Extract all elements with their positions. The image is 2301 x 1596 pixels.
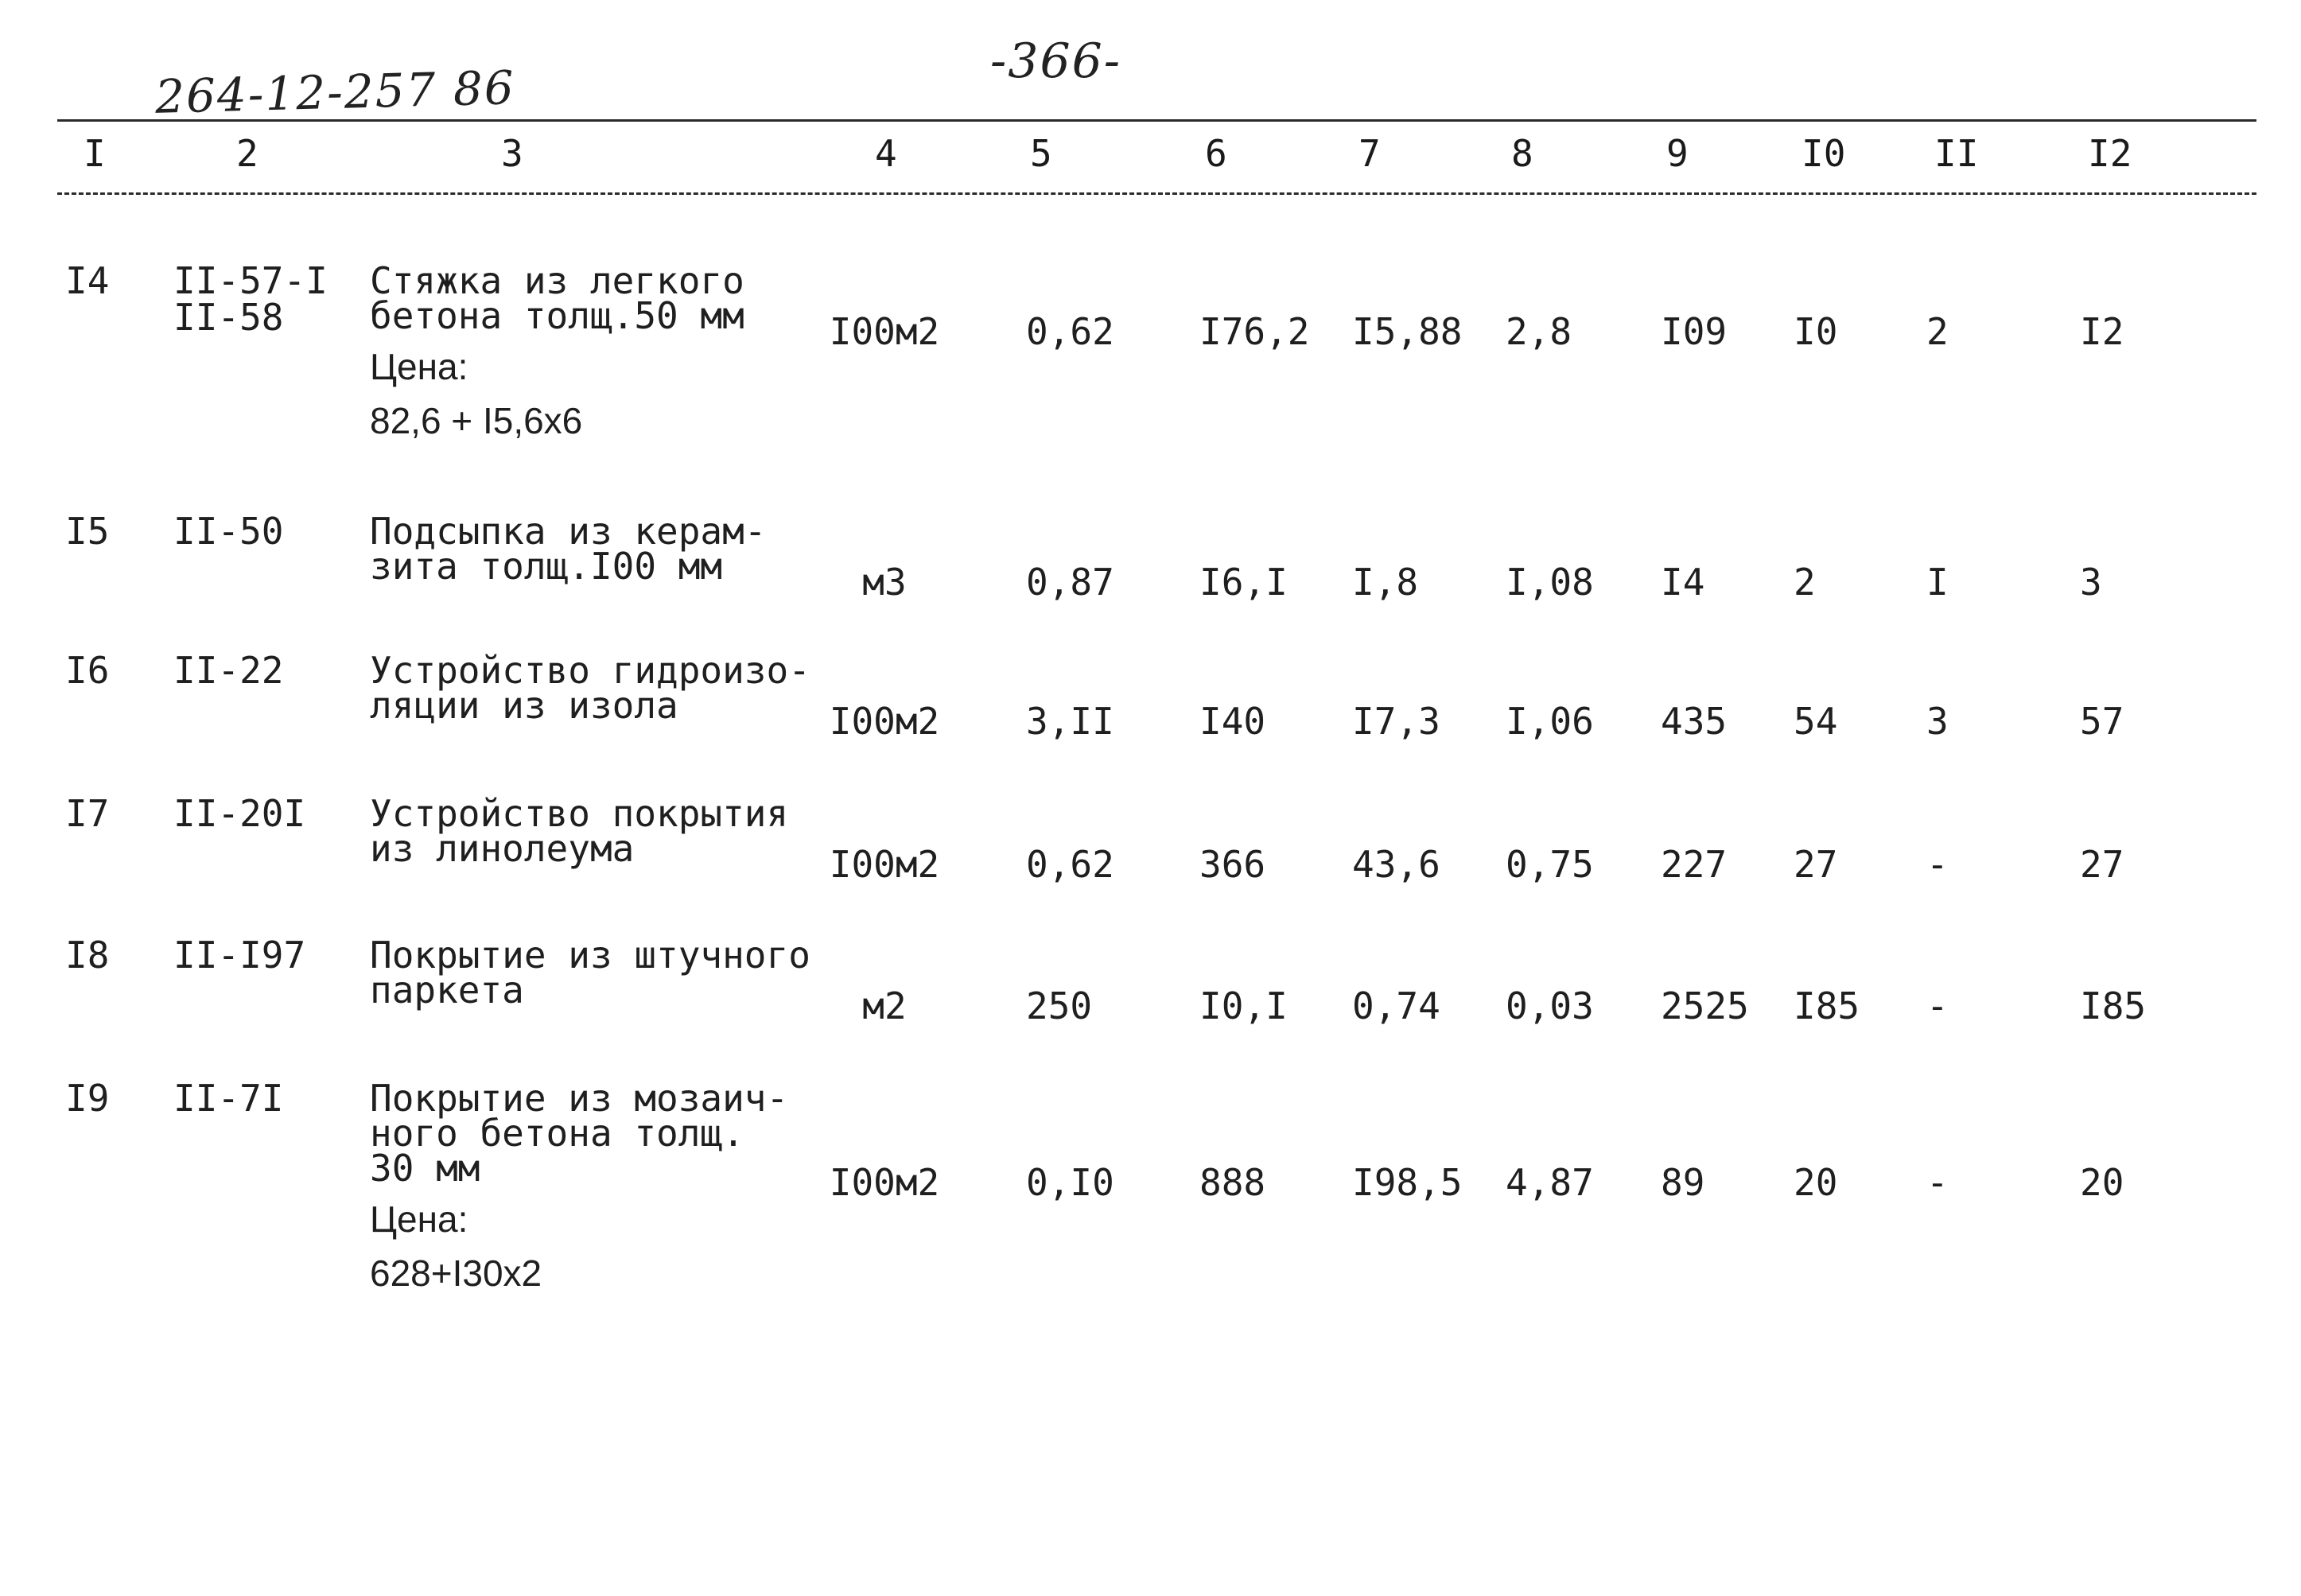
row-value-c6: I40 [1199, 700, 1266, 743]
row-code: II-20I [173, 792, 306, 835]
row-number: I9 [65, 1077, 110, 1120]
row-value-c8: I,06 [1506, 700, 1594, 743]
price-value: 82,6 + I5,6х6 [370, 400, 583, 441]
header-col-4: 4 [875, 132, 897, 175]
row-value-c10: 54 [1794, 700, 1838, 743]
header-col-10: I0 [1802, 132, 1846, 175]
row-number: I7 [65, 792, 110, 835]
row-number: I5 [65, 510, 110, 553]
header-col-1: I [84, 132, 106, 175]
row-value-c7: I98,5 [1352, 1161, 1463, 1204]
row-code: II-58 [173, 296, 284, 339]
row-value-c6: I6,I [1199, 561, 1288, 604]
header-col-7: 7 [1358, 132, 1381, 175]
price-value: 628+I30х2 [370, 1252, 542, 1294]
row-description-line: ного бетона толщ. [370, 1112, 744, 1155]
header-col-11: II [1934, 132, 1979, 175]
header-col-8: 8 [1511, 132, 1533, 175]
row-unit: м2 [862, 984, 907, 1027]
page-number: -366- [990, 33, 1122, 89]
document-code: 264-12-257 86 [154, 60, 516, 124]
row-value-c11: 2 [1926, 310, 1949, 353]
row-value-c12: 57 [2080, 700, 2124, 743]
row-description-line: ляции из изола [370, 684, 678, 727]
row-value-c8: 4,87 [1506, 1161, 1594, 1204]
row-description-line: паркета [370, 969, 524, 1012]
row-description-line: бетона толщ.50 мм [370, 294, 744, 337]
row-code: II-50 [173, 510, 284, 553]
row-description-line: Покрытие из мозаич- [370, 1077, 789, 1120]
row-value-c11: - [1926, 984, 1949, 1027]
row-value-c9: 89 [1661, 1161, 1705, 1204]
row-value-c5: 0,62 [1026, 310, 1114, 353]
row-code: II-57-I [173, 259, 328, 302]
row-value-c7: I7,3 [1352, 700, 1440, 743]
row-value-c12: 3 [2080, 561, 2102, 604]
row-unit: I00м2 [829, 700, 940, 743]
row-unit: I00м2 [829, 843, 940, 886]
row-value-c8: 0,03 [1506, 984, 1594, 1027]
row-value-c12: 27 [2080, 843, 2124, 886]
row-number: I8 [65, 934, 110, 977]
row-value-c8: 2,8 [1506, 310, 1572, 353]
row-description-line: Подсыпка из керам- [370, 510, 767, 553]
price-label: Цена: [370, 346, 468, 387]
row-value-c10: 2 [1794, 561, 1816, 604]
price-label: Цена: [370, 1198, 468, 1240]
row-value-c12: I2 [2080, 310, 2124, 353]
row-value-c10: 20 [1794, 1161, 1838, 1204]
row-value-c12: 20 [2080, 1161, 2124, 1204]
row-value-c11: - [1926, 843, 1949, 886]
row-number: I6 [65, 649, 110, 692]
row-value-c9: 227 [1661, 843, 1728, 886]
row-description-line: Устройство покрытия [370, 792, 789, 835]
row-value-c5: 3,II [1026, 700, 1114, 743]
header-col-12: I2 [2088, 132, 2132, 175]
row-description-line: Покрытие из штучного [370, 934, 810, 977]
header-col-6: 6 [1205, 132, 1227, 175]
row-description-line: Стяжка из легкого [370, 259, 744, 302]
row-value-c5: 0,62 [1026, 843, 1114, 886]
row-value-c9: 435 [1661, 700, 1728, 743]
row-value-c6: 366 [1199, 843, 1266, 886]
row-value-c12: I85 [2080, 984, 2147, 1027]
row-value-c11: 3 [1926, 700, 1949, 743]
row-value-c8: I,08 [1506, 561, 1594, 604]
row-value-c10: 27 [1794, 843, 1838, 886]
row-unit: м3 [862, 561, 907, 604]
header-col-5: 5 [1030, 132, 1052, 175]
row-value-c7: 0,74 [1352, 984, 1440, 1027]
row-value-c9: I09 [1661, 310, 1728, 353]
row-code: II-I97 [173, 934, 306, 977]
row-value-c5: 0,I0 [1026, 1161, 1114, 1204]
header-bottom-rule [57, 192, 2256, 195]
row-value-c6: I0,I [1199, 984, 1288, 1027]
row-value-c11: - [1926, 1161, 1949, 1204]
row-description-line: Устройство гидроизо- [370, 649, 810, 692]
row-value-c6: 888 [1199, 1161, 1266, 1204]
row-value-c11: I [1926, 561, 1949, 604]
row-description-line: зита толщ.I00 мм [370, 545, 723, 588]
row-unit: I00м2 [829, 310, 940, 353]
row-code: II-7I [173, 1077, 284, 1120]
header-col-3: 3 [501, 132, 523, 175]
row-description-line: 30 мм [370, 1147, 480, 1190]
row-value-c7: I5,88 [1352, 310, 1463, 353]
row-value-c7: 43,6 [1352, 843, 1440, 886]
row-value-c7: I,8 [1352, 561, 1419, 604]
table-top-rule [57, 119, 2256, 122]
row-value-c10: I0 [1794, 310, 1838, 353]
row-value-c5: 250 [1026, 984, 1093, 1027]
row-description-line: из линолеума [370, 827, 635, 870]
row-value-c9: I4 [1661, 561, 1705, 604]
row-unit: I00м2 [829, 1161, 940, 1204]
row-value-c10: I85 [1794, 984, 1860, 1027]
row-value-c6: I76,2 [1199, 310, 1310, 353]
row-value-c5: 0,87 [1026, 561, 1114, 604]
row-code: II-22 [173, 649, 284, 692]
header-col-2: 2 [236, 132, 258, 175]
row-value-c9: 2525 [1661, 984, 1749, 1027]
row-number: I4 [65, 259, 110, 302]
header-col-9: 9 [1666, 132, 1689, 175]
row-value-c8: 0,75 [1506, 843, 1594, 886]
